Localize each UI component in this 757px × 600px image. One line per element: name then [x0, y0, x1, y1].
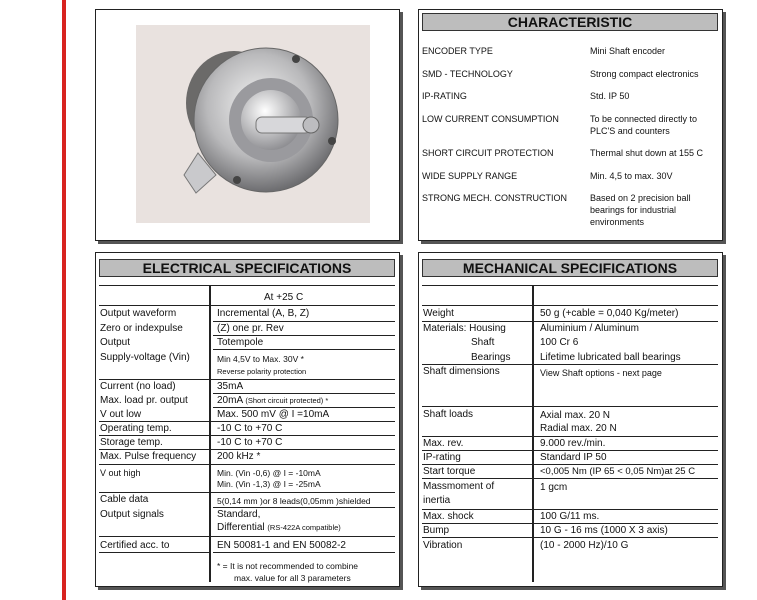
elec-value: EN 50081-1 and EN 50082-2	[217, 540, 346, 551]
encoder-photo	[136, 25, 370, 223]
mech-value: 50 g (+cable = 0,040 Kg/meter)	[540, 308, 679, 319]
char-value: Based on 2 precision ball bearings for industrial environments	[590, 193, 691, 227]
elec-value: Totempole	[217, 337, 264, 348]
characteristic-panel	[418, 9, 723, 241]
mech-value: 100 Cr 6	[540, 337, 579, 348]
elec-label: V out high	[100, 468, 141, 478]
char-value: Min. 4,5 to max. 30V	[590, 171, 673, 181]
elec-value: Standard,	[217, 509, 261, 520]
mech-label: Bearings	[471, 352, 511, 363]
char-value: Strong compact electronics	[590, 69, 699, 79]
elec-value: Min. (Vin -1,3) @ I = -25mA	[217, 479, 321, 489]
mech-value: <0,005 Nm (IP 65 < 0,05 Nm)at 25 C	[540, 466, 696, 477]
mech-value: 1 gcm	[540, 482, 568, 493]
elec-value-line	[217, 522, 341, 534]
mech-label: Weight	[423, 308, 454, 319]
elec-label: Operating temp.	[100, 423, 172, 434]
mech-label: Vibration	[423, 540, 463, 551]
elec-value: Differential	[217, 522, 265, 533]
elec-value-note: (RS-422A compatible)	[267, 523, 341, 532]
elec-value: 20mA	[217, 395, 243, 406]
mech-value: 100 G/11 ms.	[540, 511, 600, 522]
char-value: Std. IP 50	[590, 91, 630, 101]
mech-value: Axial max. 20 N	[540, 410, 611, 421]
char-label: STRONG MECH. CONSTRUCTION	[422, 193, 567, 203]
elec-value: -10 C to +70 C	[217, 423, 283, 434]
elec-value: Incremental (A, B, Z)	[217, 308, 310, 319]
mech-value: Radial max. 20 N	[540, 423, 617, 434]
char-label: SHORT CIRCUIT PROTECTION	[422, 148, 554, 158]
elec-label: Max. Pulse frequency	[100, 451, 197, 462]
mech-value: View Shaft options - next page	[540, 368, 662, 378]
elec-value: Min 4,5V to Max. 30V *	[217, 354, 304, 364]
mech-label: Shaft loads	[423, 409, 474, 420]
elec-label: Certified acc. to	[100, 540, 170, 551]
elec-value: Min. (Vin -0,6) @ I = -10mA	[217, 468, 321, 478]
red-margin-bar	[62, 0, 66, 600]
elec-footnote: * = It is not recommended to combine	[217, 561, 359, 571]
elec-label: Output signals	[100, 509, 164, 520]
mech-label: Shaft	[471, 337, 495, 348]
elec-column-header: At +25 C	[264, 292, 304, 303]
elec-label: Max. load pr. output	[100, 395, 188, 406]
mechanical-panel	[418, 252, 723, 587]
elec-value: 35mA	[217, 381, 244, 392]
elec-value: 5(0,14 mm )or 8 leads(0,05mm )shielded	[217, 496, 371, 506]
mech-value: Standard IP 50	[540, 452, 607, 463]
elec-label: Cable data	[100, 494, 149, 505]
mech-label: Materials: Housing	[423, 323, 506, 334]
elec-label: Output waveform	[100, 308, 177, 319]
elec-value: Max. 500 mV @ I =10mA	[217, 409, 330, 420]
mechanical-title: MECHANICAL SPECIFICATIONS	[422, 259, 718, 277]
mech-value: Aluminium / Aluminum	[540, 323, 639, 334]
elec-label: Storage temp.	[100, 437, 163, 448]
characteristic-title: CHARACTERISTIC	[422, 13, 718, 31]
char-value: Mini Shaft encoder	[590, 46, 666, 56]
encoder-image	[136, 25, 370, 223]
electrical-title: ELECTRICAL SPECIFICATIONS	[99, 259, 395, 277]
mech-value: 10 G - 16 ms (1000 X 3 axis)	[540, 525, 668, 536]
char-label: ENCODER TYPE	[422, 46, 493, 56]
char-value: To be connected directly to PLC'S and counters	[590, 114, 698, 136]
mech-label: Max. shock	[423, 511, 474, 522]
mech-label: Bump	[423, 525, 450, 536]
elec-label: Current (no load)	[100, 381, 176, 392]
elec-label: Zero or indexpulse	[100, 323, 183, 334]
mech-value: 9.000 rev./min.	[540, 438, 606, 449]
char-value: Thermal shut down at 155 C	[590, 148, 704, 158]
mech-label: Shaft dimensions	[423, 366, 500, 377]
char-label: IP-RATING	[422, 91, 467, 101]
elec-value-line	[217, 395, 328, 407]
elec-footnote: max. value for all 3 parameters	[234, 573, 351, 583]
mech-label: inertia	[423, 495, 451, 506]
mech-label: Start torque	[423, 466, 476, 477]
char-label: SMD - TECHNOLOGY	[422, 69, 513, 79]
elec-label: Output	[100, 337, 131, 348]
electrical-panel	[95, 252, 400, 587]
char-label: LOW CURRENT CONSUMPTION	[422, 114, 559, 124]
char-label: WIDE SUPPLY RANGE	[422, 171, 518, 181]
mech-value: (10 - 2000 Hz)/10 G	[540, 540, 629, 551]
elec-value: (Z) one pr. Rev	[217, 323, 284, 334]
mech-label: Max. rev.	[423, 438, 464, 449]
elec-value-note: Reverse polarity protection	[217, 367, 307, 376]
mech-value: Lifetime lubricated ball bearings	[540, 352, 681, 363]
elec-value: 200 kHz *	[217, 451, 261, 462]
elec-label: Supply-voltage (Vin)	[100, 352, 190, 363]
mech-label: IP-rating	[423, 452, 461, 463]
elec-value-note: (Short circuit protected) *	[245, 396, 329, 405]
elec-value: -10 C to +70 C	[217, 437, 283, 448]
elec-label: V out low	[100, 409, 142, 420]
photo-panel	[95, 9, 400, 241]
mech-label: Massmoment of	[423, 481, 495, 492]
